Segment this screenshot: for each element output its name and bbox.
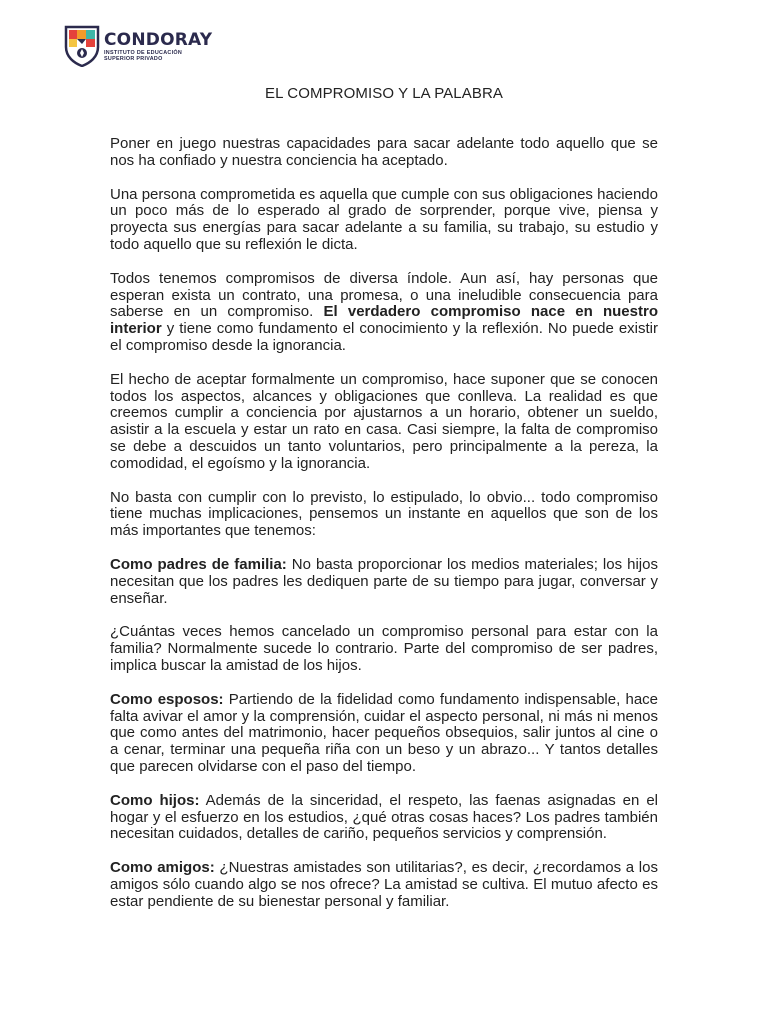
paragraph: Una persona comprometida es aquella que cumple con sus obligaciones haciendo un poco más de lo esperado al grado de sorprender, porque vive, piensa y proyecta sus energías para sacar adelante a su familia, su trabajo, su estudio y todo aquello que su reflexión le dicta. <box>110 185 658 253</box>
paragraph <box>110 692 658 776</box>
page-title: EL COMPROMISO Y LA PALABRA <box>265 85 503 102</box>
paragraph-text: y tiene como fundamento el conocimiento y la reflexión. No puede existir el compromiso desde la ignorancia. <box>110 320 658 354</box>
paragraph: Poner en juego nuestras capacidades para sacar adelante todo aquello que se nos ha confiado y nuestra conciencia ha aceptado. <box>110 135 658 169</box>
paragraph <box>110 793 658 843</box>
paragraph <box>110 271 658 355</box>
document-body <box>110 136 658 927</box>
paragraph-bold-text: El verdadero compromiso nace en nuestro interior <box>110 303 658 338</box>
paragraph-text: Partiendo de la fidelidad como fundamento indispensable, hace falta avivar el amor y la comprensión, cuidar el aspecto personal, ni más ni menos que como antes del matrimonio, hacer pequeños obsequios, salir juntos al cine o a cenar, terminar una pequeña riña con un beso y un abrazo... Y tantos detalles que parecen olvidarse con el paso del tiempo. <box>110 690 659 775</box>
logo <box>64 25 212 67</box>
brand-name: CONDORAY <box>104 29 213 50</box>
paragraph-text: Además de la sinceridad, el respeto, las faenas asignadas en el hogar y el esfuerzo en los estudios, ¿qué otras cosas haces? Los padres también necesitan cuidados, detalles de cariño, pequeños servicios y comprensión. <box>110 791 658 843</box>
paragraph <box>110 557 658 607</box>
paragraph: ¿Cuántas veces hemos cancelado un compromiso personal para estar con la familia? Normalmente sucede lo contrario. Parte del compromiso de ser padres, implica buscar la amistad de los hijos. <box>110 623 658 674</box>
paragraph-text: No basta proporcionar los medios materiales; los hijos necesitan que los padres les dediquen parte de su tiempo para jugar, conversar y enseñar. <box>110 555 658 607</box>
section-heading: Como amigos: <box>110 859 215 877</box>
section-heading: Como hijos: <box>110 791 200 809</box>
paragraph: El hecho de aceptar formalmente un compromiso, hace suponer que se conocen todos los aspectos, alcances y obligaciones que conlleva. La realidad es que creemos cumplir a conciencia por ajustarnos a un horario, obtener un sueldo, asistir a la escuela y estar un rato en casa. Casi siempre, la falta de compromiso se debe a descuidos un tanto voluntarios, pero principalmente a la pereza, la comodidad, el egoísmo y la ignorancia. <box>110 370 658 472</box>
condoray-shield-icon <box>64 25 100 67</box>
brand-subtitle-line1: INSTITUTO DE EDUCACIÓN <box>104 49 183 56</box>
paragraph: No basta con cumplir con lo previsto, lo estipulado, lo obvio... todo compromiso tiene muchas implicaciones, pensemos un instante en aquellos que son de los más importantes que tenemos: <box>110 488 658 540</box>
paragraph <box>110 860 658 910</box>
section-heading: Como padres de familia: <box>110 555 287 573</box>
paragraph-text: Todos tenemos compromisos de diversa índole. Aun así, hay personas que esperan exista un contrato, una promesa, o una ineludible consecuencia para saberse en un compromiso. <box>110 269 658 321</box>
brand-subtitle-line2: SUPERIOR PRIVADO <box>104 55 163 62</box>
section-heading: Como esposos: <box>110 690 224 708</box>
paragraph-text: ¿Nuestras amistades son utilitarias?, es decir, ¿recordamos a los amigos sólo cuando algo se nos ofrece? La amistad se cultiva. El mutuo afecto es estar pendiente de su bienestar personal y familiar. <box>110 859 658 910</box>
